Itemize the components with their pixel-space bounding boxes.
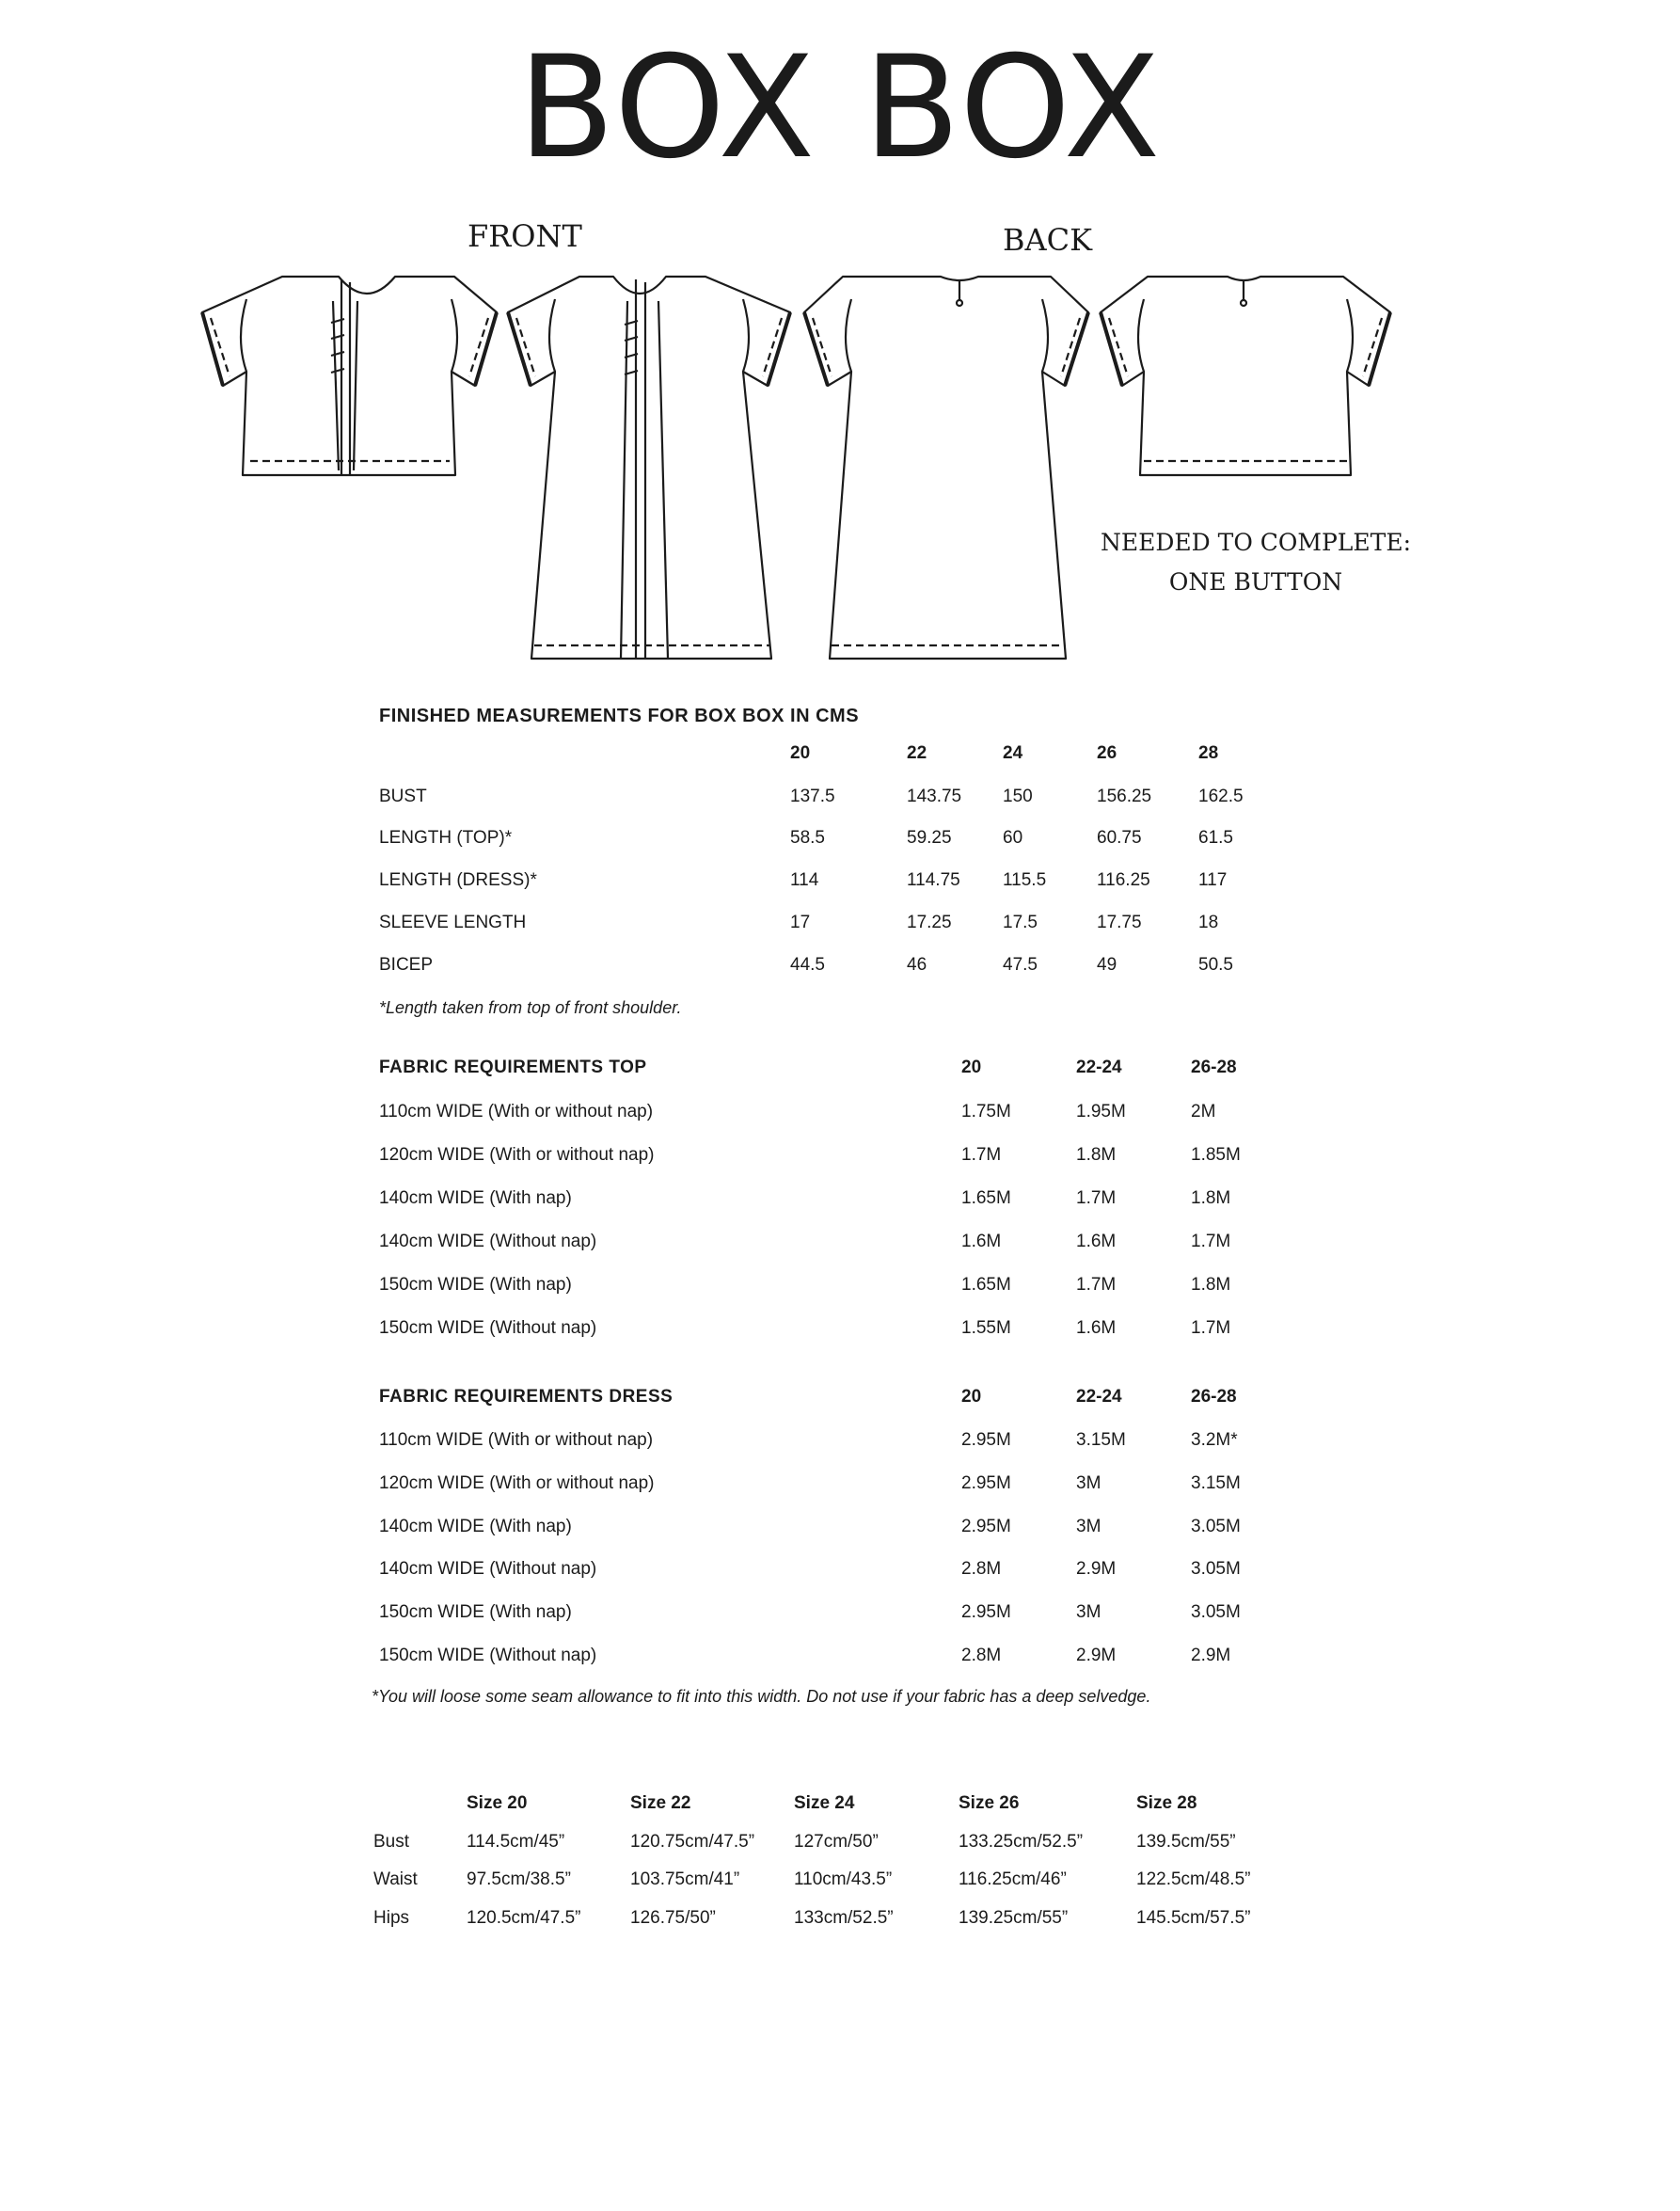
fabric-top-row-label: 140cm WIDE (Without nap) [379, 1232, 597, 1251]
fabric-dress-cell: 2.8M [961, 1559, 1002, 1579]
finished-cell: 47.5 [1003, 955, 1038, 975]
body-cell: 120.5cm/47.5” [467, 1908, 581, 1928]
finished-cell: 50.5 [1198, 955, 1233, 975]
back-view-label: BACK [1003, 222, 1093, 258]
finished-cell: 58.5 [790, 828, 825, 848]
body-cell: 110cm/43.5” [794, 1869, 893, 1889]
needed-to-complete [1068, 523, 1444, 602]
finished-cell: 156.25 [1097, 787, 1152, 806]
finished-row-label: BUST [379, 787, 427, 806]
fabric-top-row-label: 150cm WIDE (With nap) [379, 1275, 572, 1295]
needed-line-1: NEEDED TO COMPLETE: [1100, 529, 1412, 556]
front-top-drawing [202, 277, 497, 475]
fabric-top-cell: 1.7M [961, 1145, 1002, 1165]
finished-cell: 114.75 [907, 870, 960, 890]
finished-cell: 114 [790, 870, 819, 890]
fabric-top-cell: 1.55M [961, 1318, 1011, 1338]
fabric-dress-cell: 3.15M [1076, 1430, 1126, 1450]
body-row-label: Waist [373, 1869, 418, 1889]
fabric-top-cell: 1.6M [1076, 1318, 1117, 1338]
fabric-top-cell: 1.7M [1076, 1188, 1117, 1208]
fabric-dress-cell: 3.05M [1191, 1559, 1241, 1579]
body-cell: 97.5cm/38.5” [467, 1869, 571, 1889]
fabric-top-cell: 1.85M [1191, 1145, 1241, 1165]
fabric-dress-note: *You will loose some seam allowance to fit into this width. Do not use if your fabric has a deep selvedge. [372, 1687, 1151, 1706]
finished-size-header: 24 [1003, 743, 1023, 763]
fabric-dress-cell: 2.95M [961, 1430, 1011, 1450]
fabric-dress-cell: 3M [1076, 1517, 1102, 1536]
front-view-label: FRONT [468, 218, 582, 254]
body-cell: 116.25cm/46” [959, 1869, 1067, 1889]
fabric-dress-row-label: 150cm WIDE (Without nap) [379, 1646, 597, 1665]
finished-cell: 44.5 [790, 955, 825, 975]
fabric-dress-cell: 3M [1076, 1473, 1102, 1493]
finished-measurements-note: *Length taken from top of front shoulder. [379, 998, 682, 1017]
fabric-dress-cell: 3.15M [1191, 1473, 1241, 1493]
body-size-header: Size 24 [794, 1793, 855, 1813]
fabric-dress-cell: 2.9M [1076, 1646, 1117, 1665]
finished-row-label: BICEP [379, 955, 434, 975]
fabric-dress-cell: 3M [1076, 1602, 1102, 1622]
fabric-dress-cell: 2.9M [1191, 1646, 1231, 1665]
finished-cell: 150 [1003, 787, 1033, 806]
fabric-dress-row-label: 140cm WIDE (Without nap) [379, 1559, 597, 1579]
body-size-header: Size 22 [630, 1793, 691, 1813]
garment-technical-drawings [0, 254, 1680, 687]
needed-line-2: ONE BUTTON [1168, 568, 1343, 596]
finished-cell: 46 [907, 955, 927, 975]
fabric-top-size-header: 26-28 [1191, 1058, 1237, 1077]
finished-row-label: LENGTH (DRESS)* [379, 870, 537, 890]
fabric-dress-size-header: 26-28 [1191, 1387, 1237, 1407]
fabric-top-title: FABRIC REQUIREMENTS TOP [379, 1058, 647, 1077]
finished-cell: 49 [1097, 955, 1117, 975]
finished-cell: 59.25 [907, 828, 952, 848]
fabric-dress-cell: 3.2M* [1191, 1430, 1238, 1450]
finished-size-header: 20 [790, 743, 811, 763]
fabric-dress-row-label: 120cm WIDE (With or without nap) [379, 1473, 655, 1493]
fabric-top-cell: 1.75M [961, 1102, 1011, 1121]
finished-cell: 143.75 [907, 787, 962, 806]
fabric-top-cell: 1.95M [1076, 1102, 1126, 1121]
body-cell: 133cm/52.5” [794, 1908, 894, 1928]
body-cell: 133.25cm/52.5” [959, 1832, 1084, 1852]
fabric-top-row-label: 140cm WIDE (With nap) [379, 1188, 572, 1208]
fabric-top-row-label: 150cm WIDE (Without nap) [379, 1318, 597, 1338]
fabric-top-cell: 2M [1191, 1102, 1216, 1121]
finished-cell: 17.25 [907, 913, 952, 932]
body-size-header: Size 26 [959, 1793, 1020, 1813]
fabric-dress-cell: 2.95M [961, 1517, 1011, 1536]
back-dress-drawing [804, 277, 1088, 659]
finished-size-header: 22 [907, 743, 927, 763]
finished-cell: 116.25 [1097, 870, 1150, 890]
body-cell: 114.5cm/45” [467, 1832, 565, 1852]
body-cell: 122.5cm/48.5” [1136, 1869, 1251, 1889]
fabric-dress-cell: 2.95M [961, 1473, 1011, 1493]
finished-size-header: 28 [1198, 743, 1219, 763]
fabric-dress-cell: 3.05M [1191, 1602, 1241, 1622]
fabric-top-cell: 1.8M [1076, 1145, 1117, 1165]
fabric-top-cell: 1.8M [1191, 1188, 1231, 1208]
fabric-top-cell: 1.65M [961, 1188, 1011, 1208]
fabric-top-row-label: 110cm WIDE (With or without nap) [379, 1102, 654, 1121]
fabric-dress-row-label: 150cm WIDE (With nap) [379, 1602, 572, 1622]
finished-cell: 60 [1003, 828, 1023, 848]
fabric-top-cell: 1.6M [1076, 1232, 1117, 1251]
finished-row-label: SLEEVE LENGTH [379, 913, 527, 932]
finished-cell: 18 [1198, 913, 1219, 932]
finished-row-label: LENGTH (TOP)* [379, 828, 513, 848]
fabric-top-row-label: 120cm WIDE (With or without nap) [379, 1145, 655, 1165]
fabric-dress-cell: 2.9M [1076, 1559, 1117, 1579]
body-cell: 145.5cm/57.5” [1136, 1908, 1251, 1928]
finished-measurements-title: FINISHED MEASUREMENTS FOR BOX BOX IN CMS [379, 706, 860, 726]
fabric-dress-cell: 2.95M [961, 1602, 1011, 1622]
finished-cell: 17.5 [1003, 913, 1038, 932]
fabric-top-cell: 1.7M [1076, 1275, 1117, 1295]
finished-cell: 137.5 [790, 787, 835, 806]
fabric-dress-row-label: 140cm WIDE (With nap) [379, 1517, 572, 1536]
body-size-header: Size 28 [1136, 1793, 1197, 1813]
body-cell: 139.5cm/55” [1136, 1832, 1236, 1852]
fabric-top-size-header: 20 [961, 1058, 982, 1077]
finished-cell: 17 [790, 913, 811, 932]
body-cell: 139.25cm/55” [959, 1908, 1069, 1928]
fabric-top-cell: 1.8M [1191, 1275, 1231, 1295]
finished-cell: 61.5 [1198, 828, 1233, 848]
finished-cell: 115.5 [1003, 870, 1047, 890]
fabric-dress-size-header: 22-24 [1076, 1387, 1122, 1407]
fabric-dress-cell: 2.8M [961, 1646, 1002, 1665]
finished-cell: 162.5 [1198, 787, 1244, 806]
fabric-dress-row-label: 110cm WIDE (With or without nap) [379, 1430, 654, 1450]
fabric-dress-size-header: 20 [961, 1387, 982, 1407]
back-top-drawing [1101, 277, 1390, 475]
fabric-top-cell: 1.65M [961, 1275, 1011, 1295]
fabric-dress-title: FABRIC REQUIREMENTS DRESS [379, 1387, 674, 1407]
fabric-top-cell: 1.6M [961, 1232, 1002, 1251]
body-size-header: Size 20 [467, 1793, 528, 1813]
finished-cell: 117 [1198, 870, 1228, 890]
body-row-label: Bust [373, 1832, 410, 1852]
fabric-top-cell: 1.7M [1191, 1318, 1231, 1338]
body-cell: 127cm/50” [794, 1832, 879, 1852]
body-row-label: Hips [373, 1908, 410, 1928]
front-dress-drawing [508, 277, 790, 659]
finished-cell: 17.75 [1097, 913, 1142, 932]
finished-size-header: 26 [1097, 743, 1117, 763]
body-cell: 120.75cm/47.5” [630, 1832, 755, 1852]
finished-cell: 60.75 [1097, 828, 1142, 848]
fabric-top-size-header: 22-24 [1076, 1058, 1122, 1077]
fabric-top-cell: 1.7M [1191, 1232, 1231, 1251]
body-cell: 126.75/50” [630, 1908, 716, 1928]
pattern-title: BOX BOX [517, 26, 1163, 190]
fabric-dress-cell: 3.05M [1191, 1517, 1241, 1536]
body-cell: 103.75cm/41” [630, 1869, 740, 1889]
